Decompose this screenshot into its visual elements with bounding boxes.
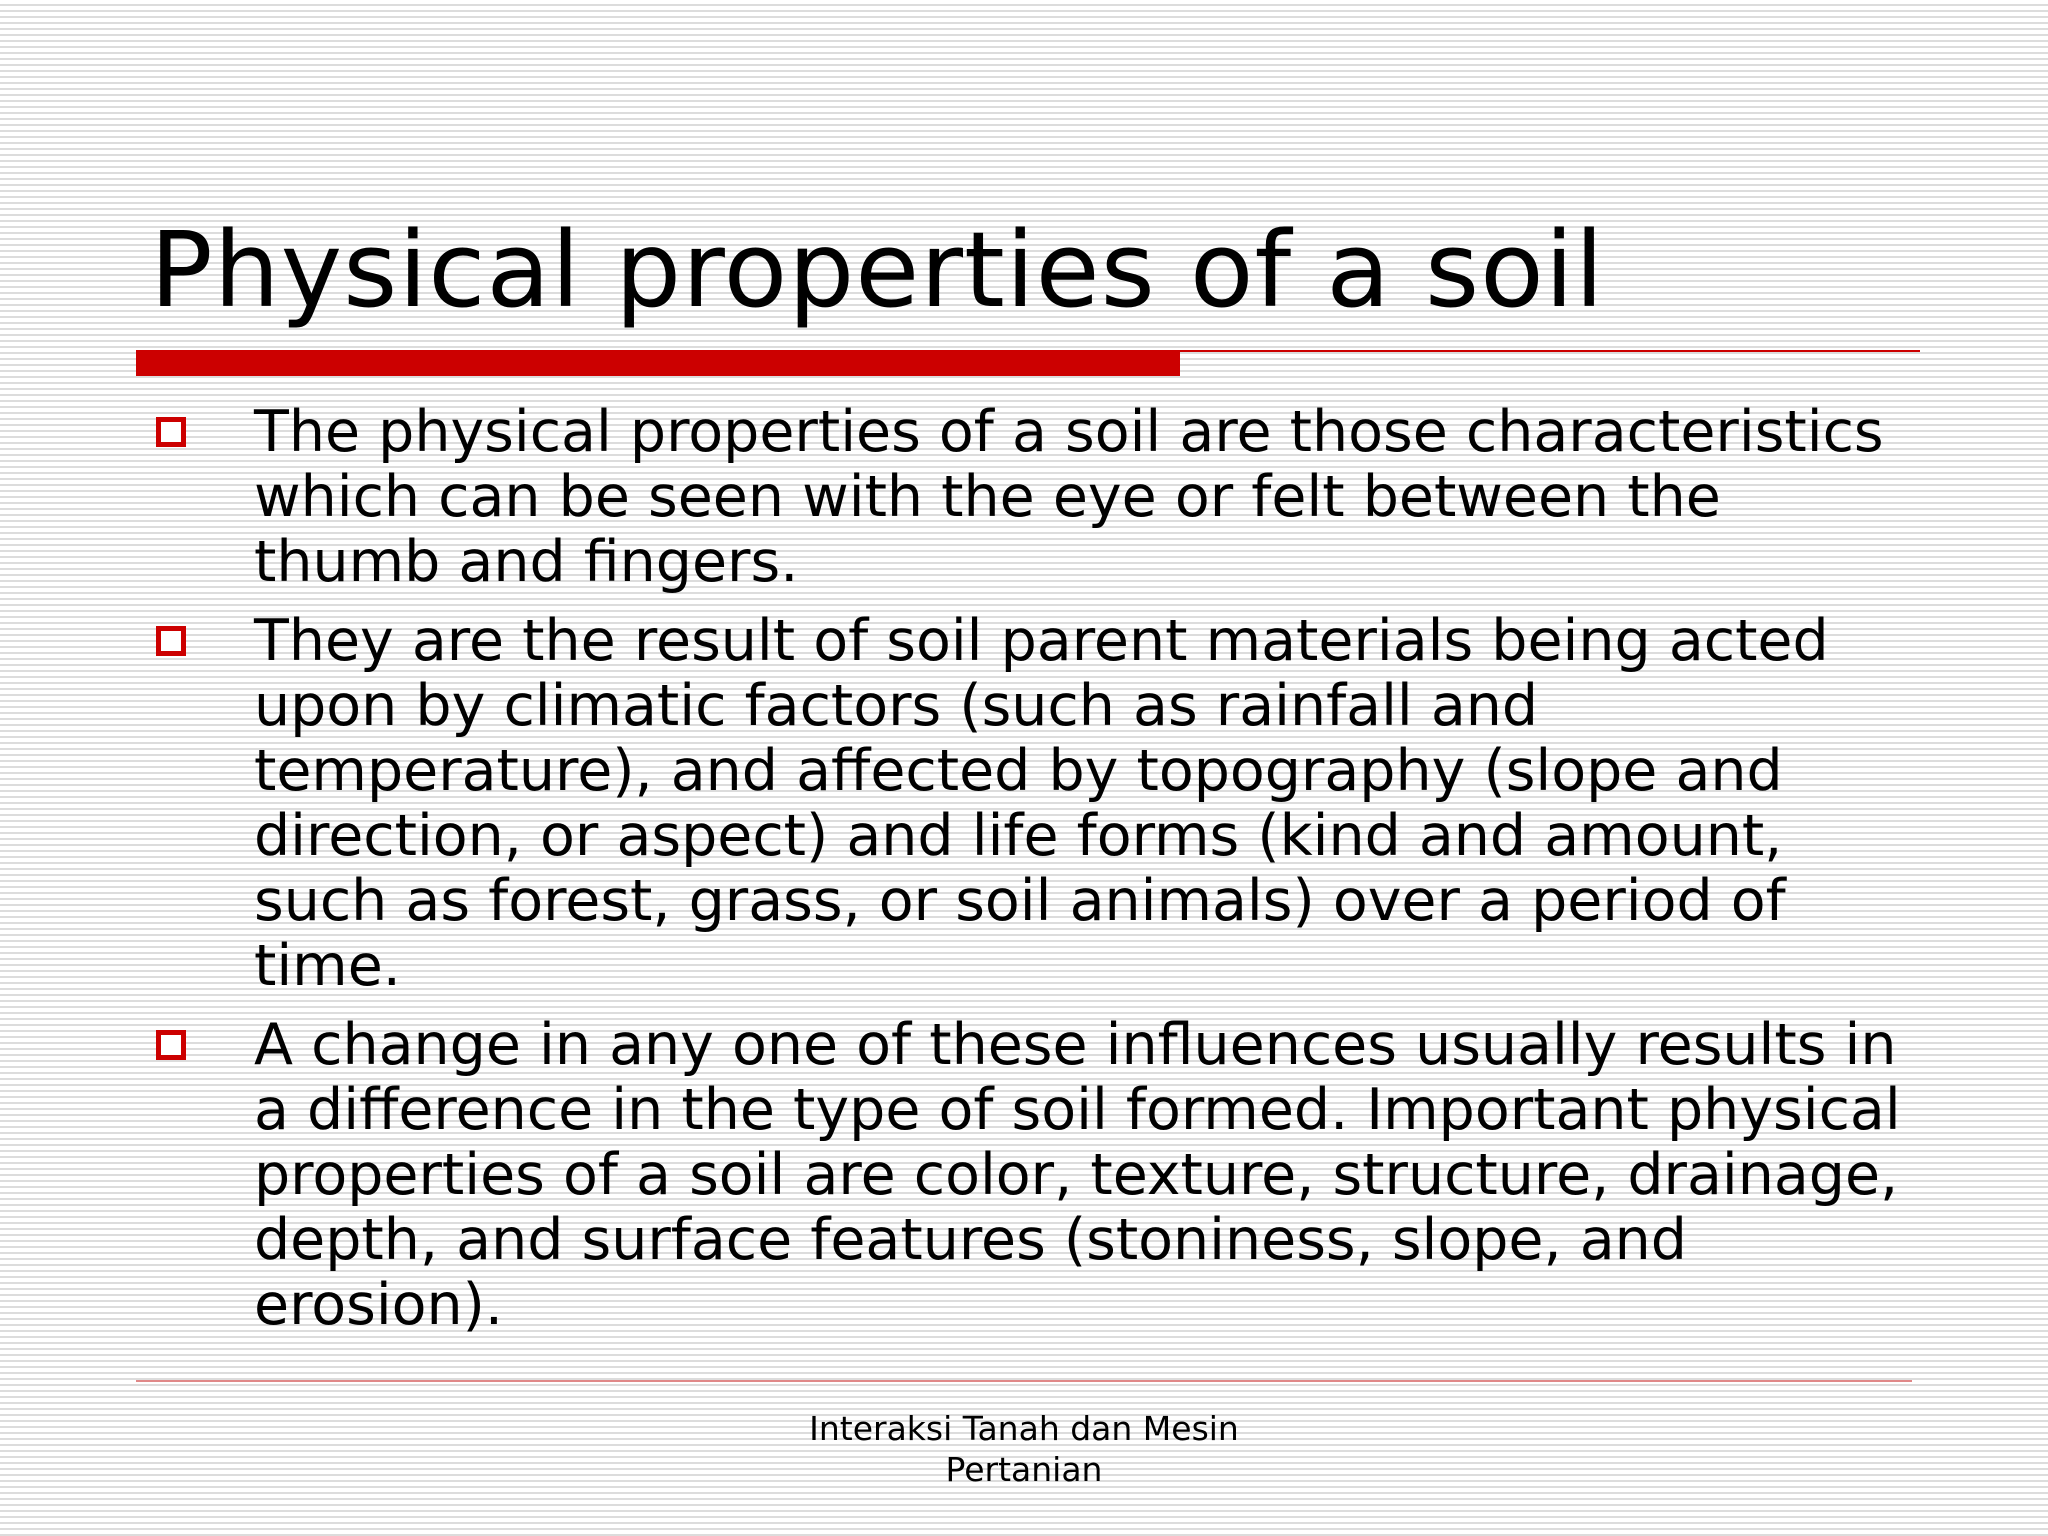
bullet-list [150, 400, 1910, 1352]
bullet-item-2 [150, 609, 1910, 999]
bullet-item-3 [150, 1013, 1910, 1338]
slide-title: Physical properties of a soil [150, 209, 1605, 331]
bullet-item-1 [150, 400, 1910, 595]
bullet-text-2: They are the result of soil parent materials being acted upon by climatic factors (such as rainfall and temperature), and affected by topography (slope and direction, or aspect) and life forms (kind and amount, such as forest, grass, or soil animals) over a period of time. [254, 608, 1829, 999]
bullet-text-3: A change in any one of these influences usually results in a difference in the type of soil formed. Important physical properties of a soil are color, texture, structure, drainage, depth, and surface features (stoniness, slope, and erosion). [254, 1012, 1901, 1338]
bullet-text-1: The physical properties of a soil are those characteristics which can be seen with the eye or felt between the thumb and fingers. [254, 399, 1884, 595]
hollow-square-icon [156, 1030, 186, 1060]
footer-line-1: Interaksi Tanah dan Mesin [809, 1409, 1239, 1448]
title-underline-thick [136, 350, 1180, 376]
hollow-square-icon [156, 417, 186, 447]
footer-caption [724, 1408, 1324, 1490]
title-underline-thin [1180, 350, 1920, 352]
footer-divider [136, 1380, 1912, 1382]
footer-line-2: Pertanian [945, 1450, 1103, 1489]
hollow-square-icon [156, 626, 186, 656]
